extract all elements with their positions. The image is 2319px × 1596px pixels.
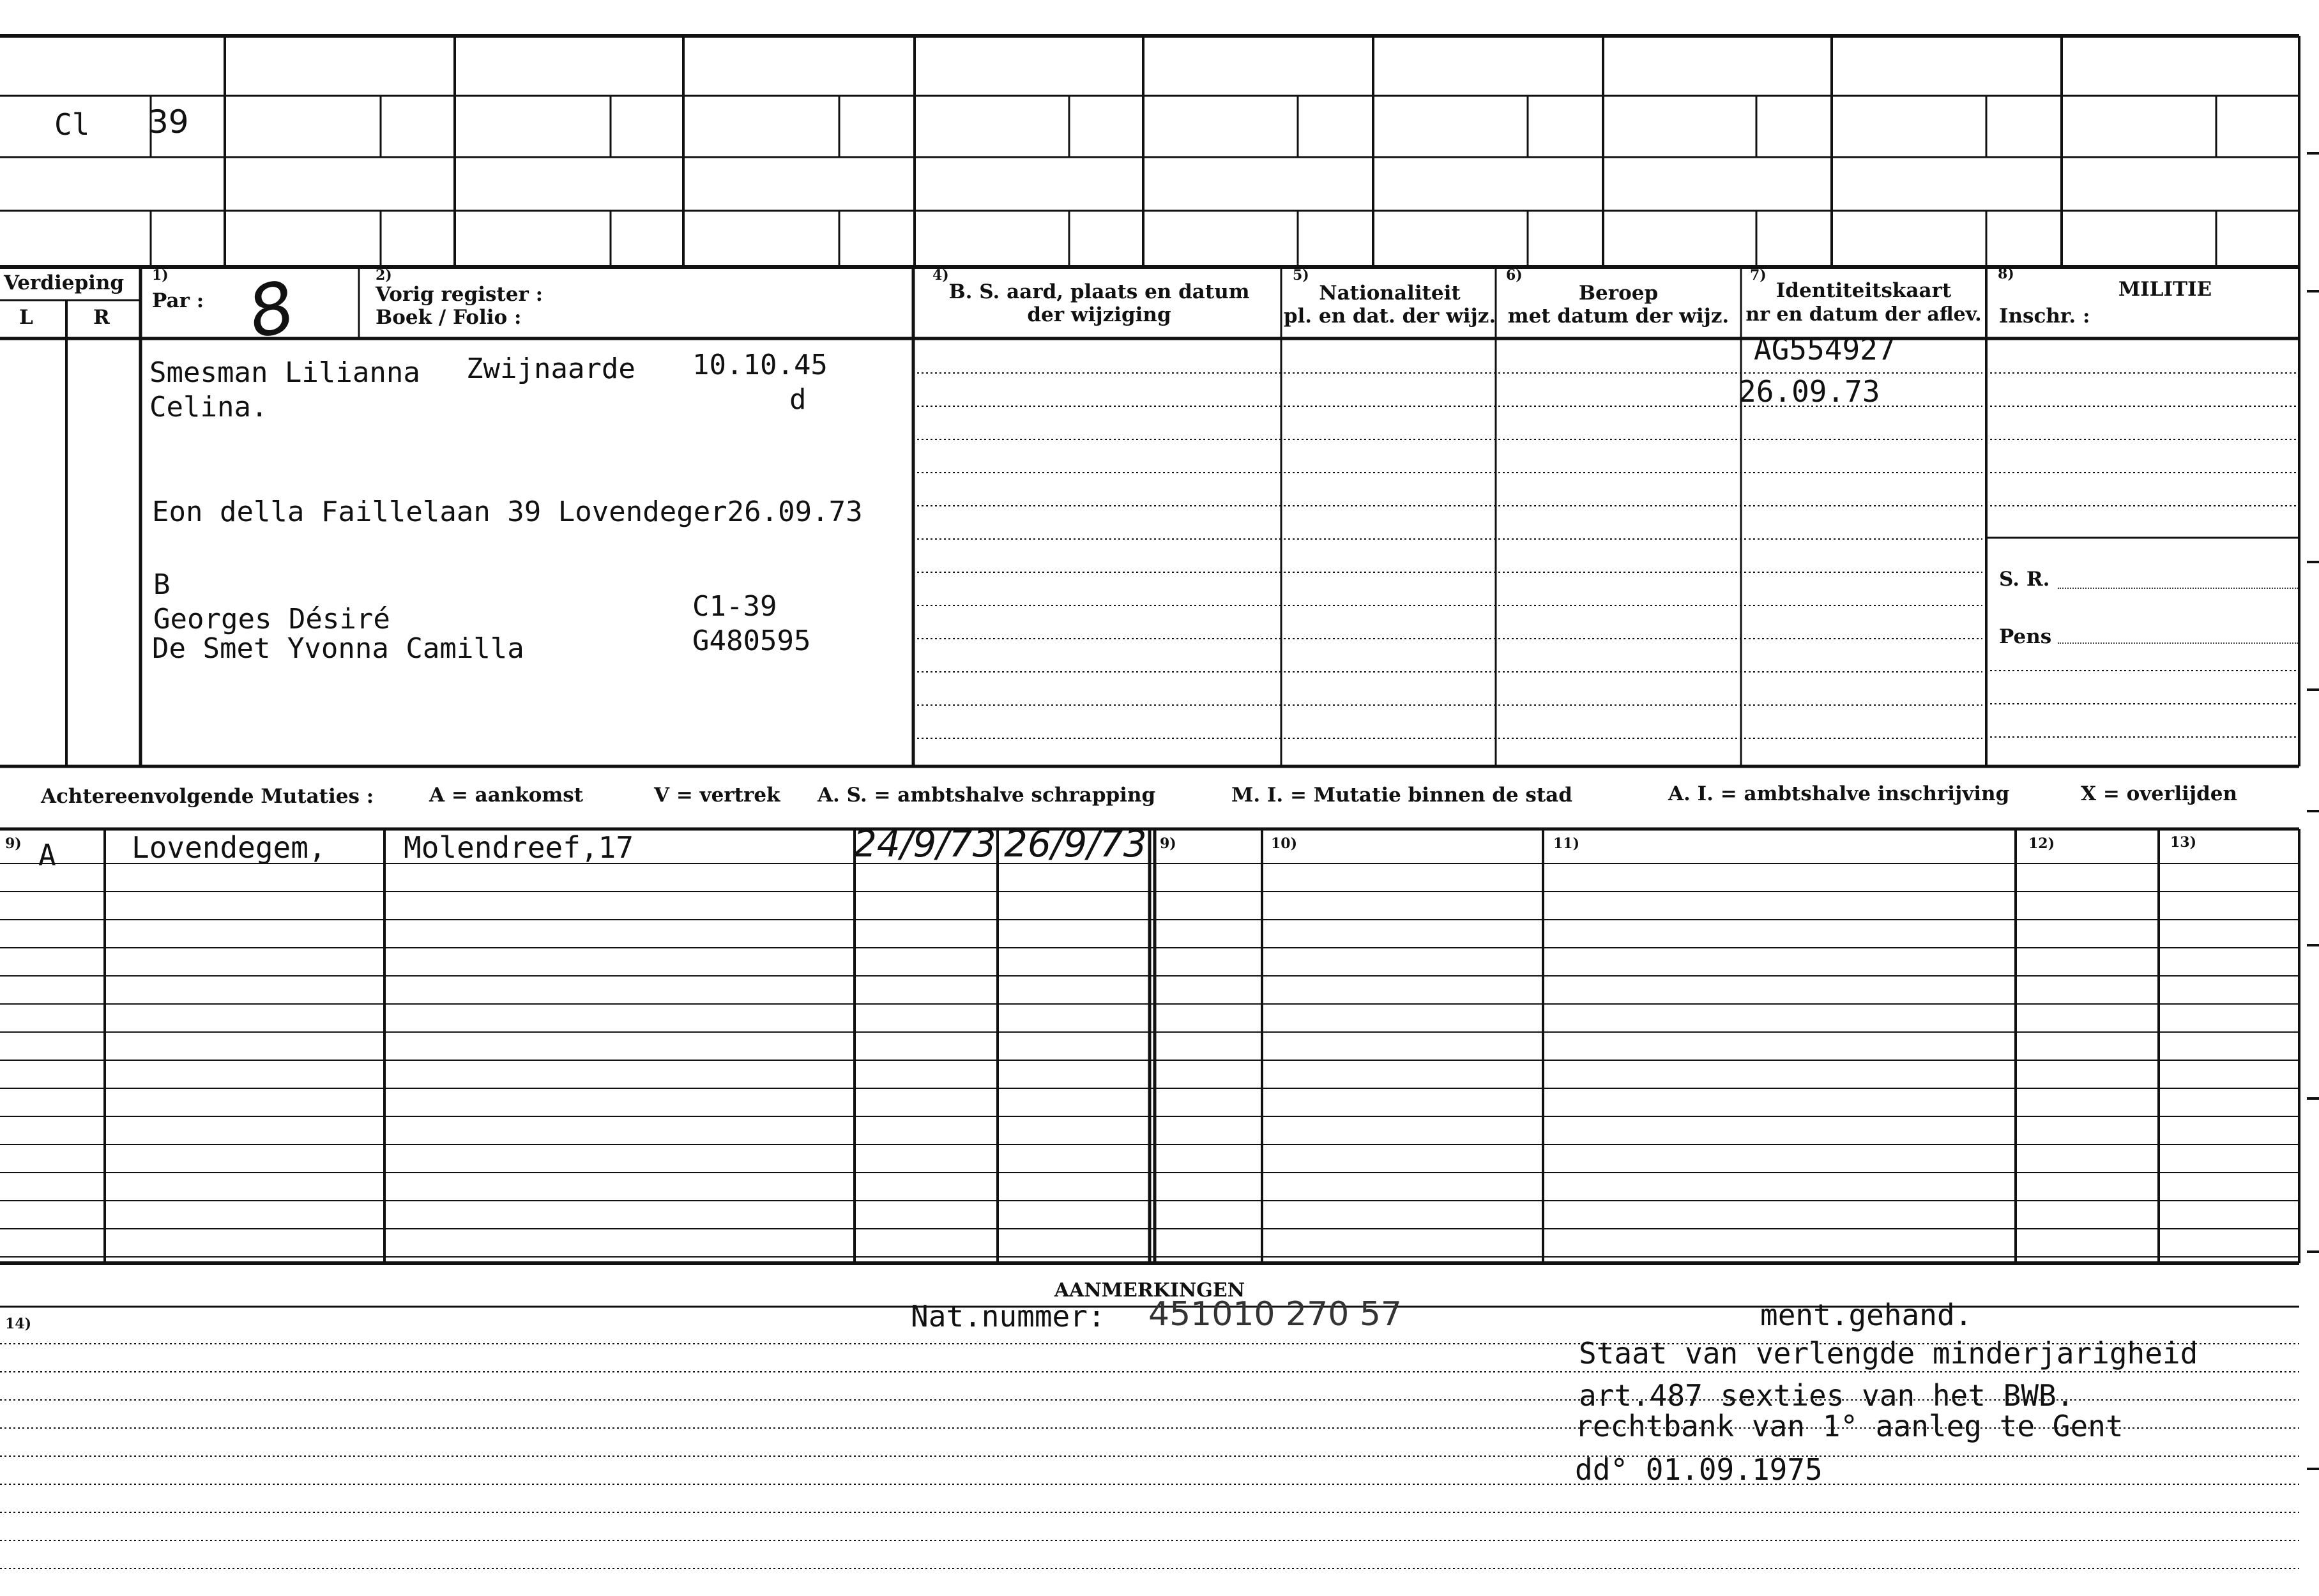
legend-ambtshalve-schrapping: A. S. = ambtshalve schrapping — [817, 784, 1156, 807]
mut-col9-number-left: 9) — [5, 835, 22, 852]
birthdate: 10.10.45 — [692, 349, 828, 381]
nationaliteit-header-line1: Nationaliteit — [1319, 282, 1461, 305]
mother-name: De Smet Yvonna Camilla — [152, 632, 524, 665]
mutation-type: A — [38, 838, 56, 872]
col1-number: 1) — [152, 267, 169, 284]
left-header: L — [19, 306, 33, 329]
col7-number: 7) — [1750, 267, 1767, 284]
remark-line1: Staat van verlengde minderjarigheid — [1579, 1336, 2198, 1371]
boek-folio-label: Boek / Folio : — [376, 306, 522, 329]
mother-ref: G480595 — [692, 625, 811, 657]
mutations-label: Achtereenvolgende Mutaties : — [41, 785, 374, 808]
id-card-date: 26.09.73 — [1738, 374, 1880, 409]
verdieping-header: Verdieping — [4, 271, 125, 294]
mut-col12-number: 12) — [2028, 835, 2055, 852]
identiteitskaart-header-line2: nr en datum der aflev. — [1745, 303, 1982, 326]
col8-number: 8) — [1998, 266, 2014, 282]
pens-fill-line — [2058, 642, 2298, 644]
col2-number: 2) — [376, 267, 392, 284]
legend-overlijden: X = overlijden — [2081, 782, 2238, 805]
register-ref: C1-39 — [692, 590, 777, 623]
nat-number-label: Nat.nummer: — [911, 1299, 1106, 1334]
right-header: R — [93, 306, 110, 329]
bs-header-line1: B. S. aard, plaats en datum — [948, 280, 1250, 303]
par-handwritten-mark: 8 — [241, 265, 302, 354]
name-line1: Smesman Lilianna — [149, 356, 420, 389]
legend-vertrek: V = vertrek — [654, 784, 780, 807]
legend-aankomst: A = aankomst — [429, 784, 584, 807]
col6-number: 6) — [1506, 267, 1523, 284]
nationaliteit-header-line2: pl. en dat. der wijz. — [1283, 305, 1496, 328]
beroep-header-line1: Beroep — [1578, 282, 1659, 305]
remarks-number: 14) — [5, 1316, 32, 1332]
mutation-date1: 24/9/73 — [853, 822, 996, 865]
col4-number: 4) — [932, 267, 949, 284]
birthplace: Zwijnaarde — [466, 353, 635, 385]
b-mark: B — [153, 568, 171, 601]
top-code: Cl — [54, 107, 90, 142]
name-line2: Celina. — [149, 391, 268, 423]
legend-ambtshalve-inschrijving: A. I. = ambtshalve inschrijving — [1668, 782, 2010, 805]
father-name: Georges Désiré — [153, 603, 390, 635]
d-mark: d — [789, 383, 807, 416]
vorig-register-label: Vorig register : — [376, 283, 544, 306]
identiteitskaart-header-line1: Identiteitskaart — [1775, 279, 1952, 302]
pens-label: Pens — [1999, 625, 2052, 648]
remark-line0: ment.gehand. — [1760, 1298, 1973, 1332]
mutation-street: Molendreef,17 — [404, 830, 634, 865]
militie-header: MILITIE — [2118, 278, 2212, 301]
inschr-label: Inschr. : — [1999, 305, 2090, 328]
col5-number: 5) — [1293, 267, 1309, 284]
id-card-number: AG554927 — [1754, 332, 1896, 367]
remark-line3: rechtbank van 1° aanleg te Gent — [1575, 1409, 2124, 1443]
mut-col11-number: 11) — [1553, 835, 1580, 852]
legend-mutatie-binnen-stad: M. I. = Mutatie binnen de stad — [1231, 784, 1572, 807]
mut-col13-number: 13) — [2170, 834, 2197, 851]
mut-col9-number-right: 9) — [1160, 835, 1176, 852]
remark-line2: art.487 sexties van het BWB. — [1579, 1378, 2074, 1413]
mutation-date2: 26/9/73 — [1004, 822, 1147, 865]
sr-label: S. R. — [1999, 568, 2050, 591]
beroep-header-line2: met datum der wijz. — [1507, 305, 1730, 328]
remark-line4: dd° 01.09.1975 — [1575, 1452, 1823, 1487]
nat-number-value: 451010 270 57 — [1148, 1295, 1402, 1334]
mut-col10-number: 10) — [1271, 835, 1298, 852]
sr-fill-line — [2058, 588, 2298, 589]
top-number: 39 — [148, 103, 189, 141]
address-line: Eon della Faillelaan 39 Lovendeger26.09.73 — [152, 496, 863, 528]
mutation-place: Lovendegem, — [132, 830, 326, 865]
par-label: Par : — [152, 289, 204, 312]
remarks-title: AANMERKINGEN — [1054, 1279, 1245, 1302]
bs-header-line2: der wijziging — [1027, 303, 1171, 326]
